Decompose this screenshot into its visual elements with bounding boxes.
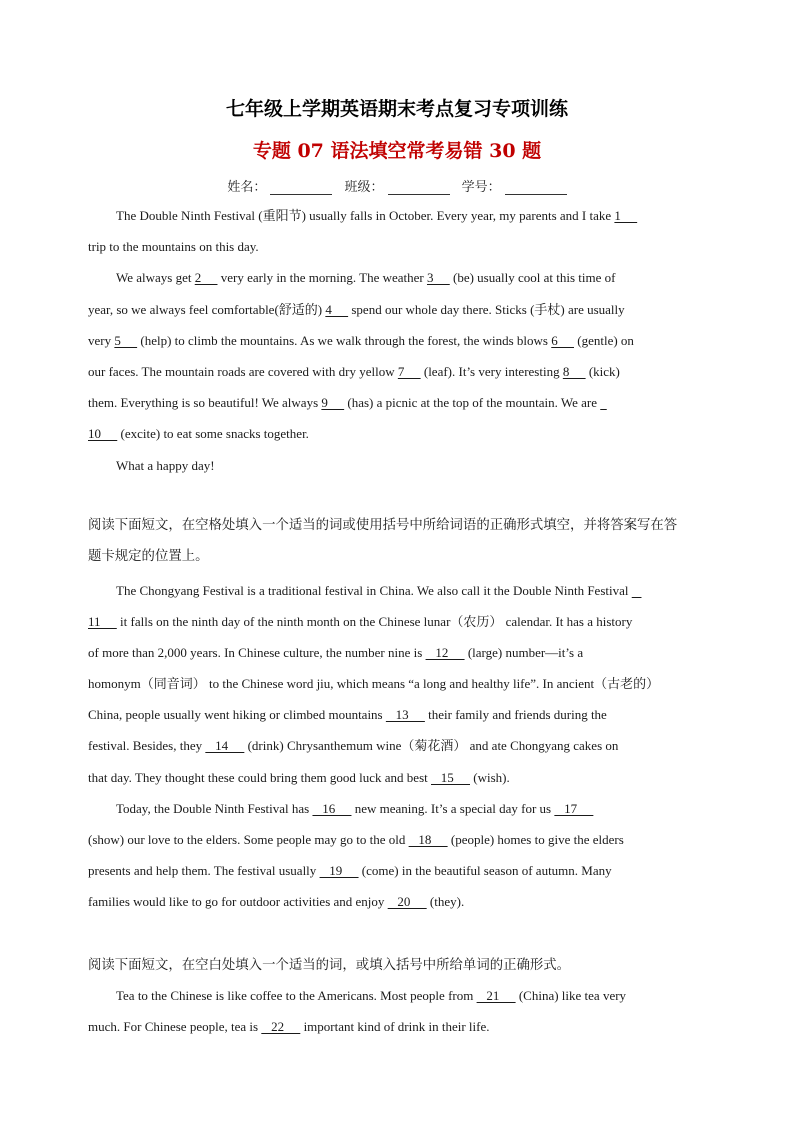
answer-blank: 22 — [261, 1019, 301, 1034]
id-label: 学号： — [461, 180, 501, 195]
answer-blank: 9 — [321, 395, 345, 410]
text-line: festival. Besides, they 14 (drink) Chrysanthemum wine（菊花酒） and ate Chongyang cakes on — [88, 738, 619, 753]
text-line: them. Everything is so beautiful! We always 9 (has) a picnic at the top of the mountain. We are — [88, 395, 607, 411]
answer-blank: 15 — [431, 770, 470, 785]
answer-blank: 11 — [88, 614, 117, 629]
answer-blank: 21 — [476, 988, 516, 1003]
text-line: 阅读下面短文，在空格处填入一个适当的词或使用括号中所给词语的正确形式填空，并将答案写在答 — [88, 518, 678, 533]
text-line: homonym（同音词） to the Chinese word jiu, which means “a long and healthy life”. In ancient（古老的） — [88, 676, 660, 691]
text-line: Today, the Double Ninth Festival has 16 new meaning. It’s a special day for us 17 — [116, 801, 594, 816]
answer-blank — [632, 583, 642, 598]
answer-blank: 1 — [614, 208, 638, 223]
text-line: 题卡规定的位置上。 — [88, 549, 209, 564]
answer-blank: 12 — [425, 645, 465, 660]
page-subtitle: 专题 07 语法填空常考易错 30 题 — [252, 140, 542, 162]
student-info-row — [0, 176, 794, 195]
answer-blank: 19 — [319, 863, 359, 878]
id-field — [462, 176, 567, 195]
id-blank — [505, 182, 567, 195]
answer-blank: 18 — [408, 832, 448, 847]
answer-blank: 4 — [325, 302, 349, 317]
class-label: 班级： — [344, 180, 384, 195]
text-line: our faces. The mountain roads are covered with dry yellow 7 (leaf). It’s very interesting 8 (kick) — [88, 364, 620, 379]
answer-blank: 2 — [194, 270, 218, 285]
answer-blank: 20 — [387, 894, 427, 909]
text-line: very 5 (help) to climb the mountains. As we walk through the forest, the winds blows 6 (gentle) on — [88, 333, 634, 348]
answer-blank: 14 — [205, 738, 245, 753]
text-line: What a happy day! — [116, 458, 215, 473]
answer-blank: 5 — [114, 333, 138, 348]
text-line: families would like to go for outdoor activities and enjoy 20 (they). — [88, 894, 465, 909]
name-label: 姓名： — [227, 180, 267, 195]
answer-blank: 6 — [551, 333, 574, 348]
text-line: The Double Ninth Festival (重阳节) usually falls in October. Every year, my parents and I take 1 — [116, 208, 638, 223]
answer-blank — [600, 395, 607, 410]
answer-blank: 3 — [426, 270, 450, 285]
answer-blank: 16 — [312, 801, 352, 816]
class-blank — [388, 182, 450, 195]
text-line: We always get 2 very early in the morning. The weather 3 (be) usually cool at this time of — [116, 270, 616, 285]
text-line: The Chongyang Festival is a traditional festival in China. We also call it the Double Ninth Festival — [116, 583, 641, 599]
text-line: year, so we always feel comfortable(舒适的) 4 spend our whole day there. Sticks (手杖) are usually — [88, 302, 625, 317]
answer-blank: 13 — [385, 707, 425, 722]
text-line: Tea to the Chinese is like coffee to the Americans. Most people from 21 (China) like tea very — [116, 988, 627, 1003]
answer-blank: 10 — [88, 426, 118, 441]
text-line: (show) our love to the elders. Some people may go to the old 18 (people) homes to give the elders — [88, 832, 624, 847]
text-line: 10 (excite) to eat some snacks together. — [88, 426, 309, 441]
class-field — [344, 176, 449, 195]
answer-blank: 8 — [562, 364, 586, 379]
text-line: 11 it falls on the ninth day of the ninth month on the Chinese lunar（农历） calendar. It has a history — [88, 614, 633, 629]
text-line: 阅读下面短文，在空白处填入一个适当的词，或填入括号中所给单词的正确形式。 — [88, 958, 571, 973]
text-line: trip to the mountains on this day. — [88, 239, 259, 254]
name-field — [227, 176, 332, 195]
text-line: China, people usually went hiking or climbed mountains 13 their family and friends during the — [88, 707, 607, 722]
text-line: that day. They thought these could bring them good luck and best 15 (wish). — [88, 770, 510, 785]
text-line: of more than 2,000 years. In Chinese culture, the number nine is 12 (large) number—it’s a — [88, 645, 584, 660]
answer-blank: 17 — [554, 801, 594, 816]
answer-blank: 7 — [397, 364, 421, 379]
page-title: 七年级上学期英语期末考点复习专项训练 — [225, 98, 568, 120]
text-line: much. For Chinese people, tea is 22 important kind of drink in their life. — [88, 1019, 490, 1034]
name-blank — [270, 182, 332, 195]
text-line: presents and help them. The festival usually 19 (come) in the beautiful season of autumn. Many — [88, 863, 612, 878]
